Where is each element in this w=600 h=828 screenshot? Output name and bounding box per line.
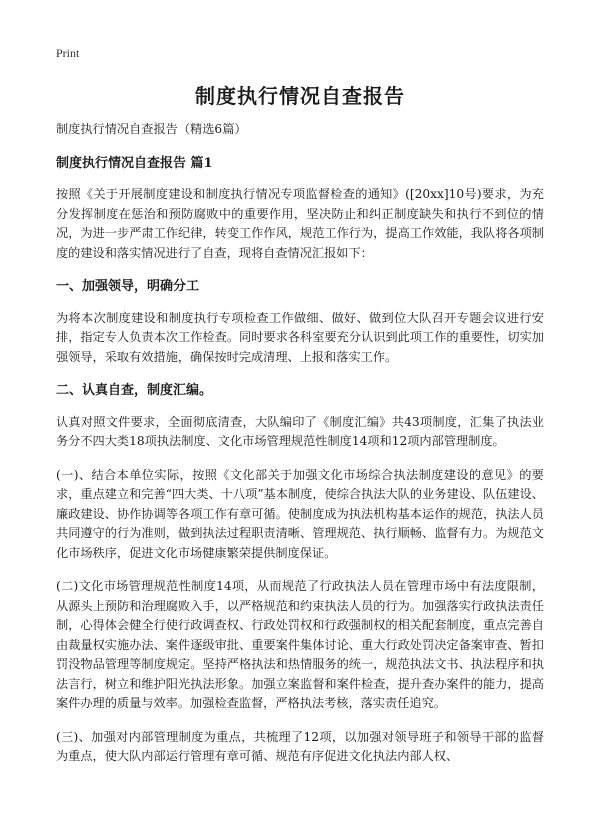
paragraph-5: (三)、加强对内部管理制度为重点，共梳理了12项，以加强对领导班子和领导干部的监督为重点，使大队内部运行管理有章可循、规范有序促进文化执法内部人权、 bbox=[56, 729, 544, 763]
paragraph-1: 为将本次制度建设和制度执行专项检查工作做细、做好、做到位大队召开专题会议进行安排，指定专人负责本次工作检查。同时要求各科室要充分认识到此项工作的重要性，切实加强领导，采取有效措施，确保按时完成清理、上报和落实工作。 bbox=[56, 310, 544, 364]
document-subtitle: 制度执行情况自查报告（精选6篇） bbox=[56, 122, 247, 136]
paragraph-3: (一)、结合本单位实际，按照《文化部关于加强文化市场综合执法制度建设的意见》的要求，重点建立和完善“四大类、十八项”基本制度，使综合执法大队的业务建设、队伍建设、廉政建设、协作协调等各项工作有章可循。使制度成为执法机构基本运作的规范，执法人员共同遵守的行为准则，做到执法过程职责清晰、管理规范、执行顺畅、监督有力。为规范文化市场秩序，促进文化市场健康繁荣提供制度保证。 bbox=[56, 467, 544, 560]
intro-paragraph: 按照《关于开展制度建设和制度执行情况专项监督检查的通知》([20xx]10号)要求，为充分发挥制度在惩治和预防腐败中的重要作用，坚决防止和纠正制度缺失和执行不到位的情况，为进一步严肃工作纪律，转变工作作风，规范工作行为，提高工作效能，我队将各项制度的建设和落实情况进行了自查，现将自查情况汇报如下： bbox=[56, 187, 544, 260]
paragraph-4: (二)文化市场管理规范性制度14项，从而规范了行政执法人员在管理市场中有法度限制，从源头上预防和治理腐败入手，以严格规范和约束执法人员的行为。加强落实行政执法责任制，心得体会健全行使行政调查权、行政处罚权和行政强制权的相关配套制度，重点完善自由裁量权实施办法、案件逐级审批、重要案件集体讨论、重大行政处罚决定备案审查、暂扣罚没物品管理等制度规定。坚持严格执法和热情服务的统一，规范执法文书、执法程序和执法言行，树立和维护阳光执法形象。加强立案监督和案件检查，提升查办案件的能力，提高案件办理的质量与效率。加强检查监督，严格执法考核，落实责任追究。 bbox=[56, 579, 544, 710]
heading-1: 一、加强领导，明确分工 bbox=[56, 279, 200, 294]
print-link[interactable]: Print bbox=[56, 46, 80, 60]
heading-2: 二、认真自查，制度汇编。 bbox=[56, 383, 213, 398]
document-body bbox=[56, 116, 544, 781]
document-title: 制度执行情况自查报告 bbox=[195, 84, 405, 108]
paragraph-2: 认真对照文件要求，全面彻底清查，大队编印了《制度汇编》共43项制度，汇集了执法业务分不四大类18项执法制度、文化市场管理规范性制度14项和12项内部管理制度。 bbox=[56, 414, 544, 448]
section-title: 制度执行情况自查报告 篇1 bbox=[56, 155, 213, 171]
